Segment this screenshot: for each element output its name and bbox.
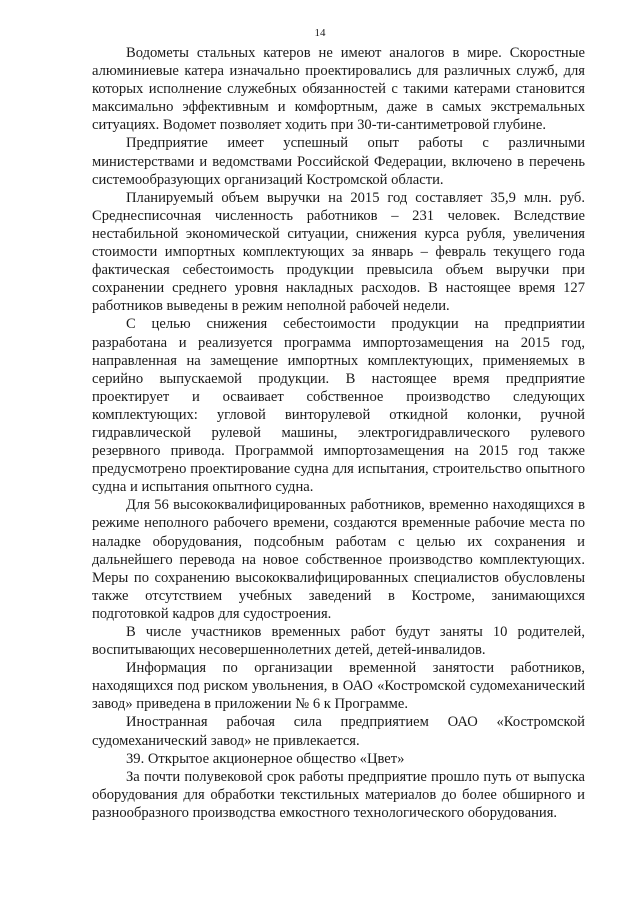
paragraph-foreign-labor: Иностранная рабочая сила предприятием ОАО «Костромской судомеханический завод» не привлекается. <box>92 714 585 749</box>
paragraph-parents: В числе участников временных работ будут заняты 10 родителей, воспитывающих несовершеннолетних детей, детей-инвалидов. <box>92 624 585 659</box>
page-number: 14 <box>314 27 326 39</box>
paragraph-import-substitution: С целью снижения себестоимости продукции на предприятии разработана и реализуется программа импортозамещения на 2015 год, направленная на замещение импортных комплектующих, применяемых в серийно выпускаемой продукции. В настоящее время предприятие проектирует и осваивает собственное производство следующих комплектующих: угловой винторулевой откидной колонки, ручной гидравлической рулевой машины, электрогидравлического рулевого резервного привода. Программой импортозамещения на 2015 год также предусмотрено проектирование судна для испытания, строительство опытного судна и испытания опытного судна. <box>92 316 585 496</box>
body-text <box>92 44 585 822</box>
paragraph-temporary-jobs: Для 56 высококвалифицированных работников, временно находящихся в режиме неполного рабочего времени, создаются временные рабочие места по наладке оборудования, подсобным работам с целью их сохранения и дальнейшего перевода на новое собственное производство комплектующих. Меры по сохранению высококвалифицированных специалистов обусловлены также отсутствием учебных заведений в Костроме, занимающихся подготовкой кадров для судостроения. <box>92 497 585 622</box>
paragraph-appendix-reference: Информация по организации временной занятости работников, находящихся под риском увольнения, в ОАО «Костромской судомеханический завод» приведена в приложении № 6 к Программе. <box>92 660 585 713</box>
section-heading: 39. Открытое акционерное общество «Цвет» <box>126 750 405 767</box>
paragraph-company-history: За почти полувековой срок работы предприятие прошло путь от выпуска оборудования для обработки текстильных материалов до более обширного и разнообразного производства емкостного технологического оборудования. <box>92 768 585 821</box>
paragraph-experience: Предприятие имеет успешный опыт работы с различными министерствами и ведомствами Российской Федерации, включено в перечень системообразующих организаций Костромской области. <box>92 135 585 188</box>
paragraph-watercraft: Водометы стальных катеров не имеют аналогов в мире. Скоростные алюминиевые катера изначально проектировались для различных служб, для которых исполнение служебных обязанностей с такими катерами становится максимально эффективным и комфортным, даже в самых экстремальных ситуациях. Водомет позволяет ходить при 30-ти-сантиметровой глубине. <box>92 45 585 134</box>
paragraph-revenue: Планируемый объем выручки на 2015 год составляет 35,9 млн. руб. Среднесписочная численность работников – 231 человек. Вследствие нестабильной экономической ситуации, снижения курса рубля, увеличения стоимости импортных комплектующих за январь – февраль текущего года фактическая себестоимость продукции превысила объем выручки при сохранении среднего уровня накладных расходов. В настоящее время 127 работников выведены в режим неполной рабочей недели. <box>92 189 585 315</box>
